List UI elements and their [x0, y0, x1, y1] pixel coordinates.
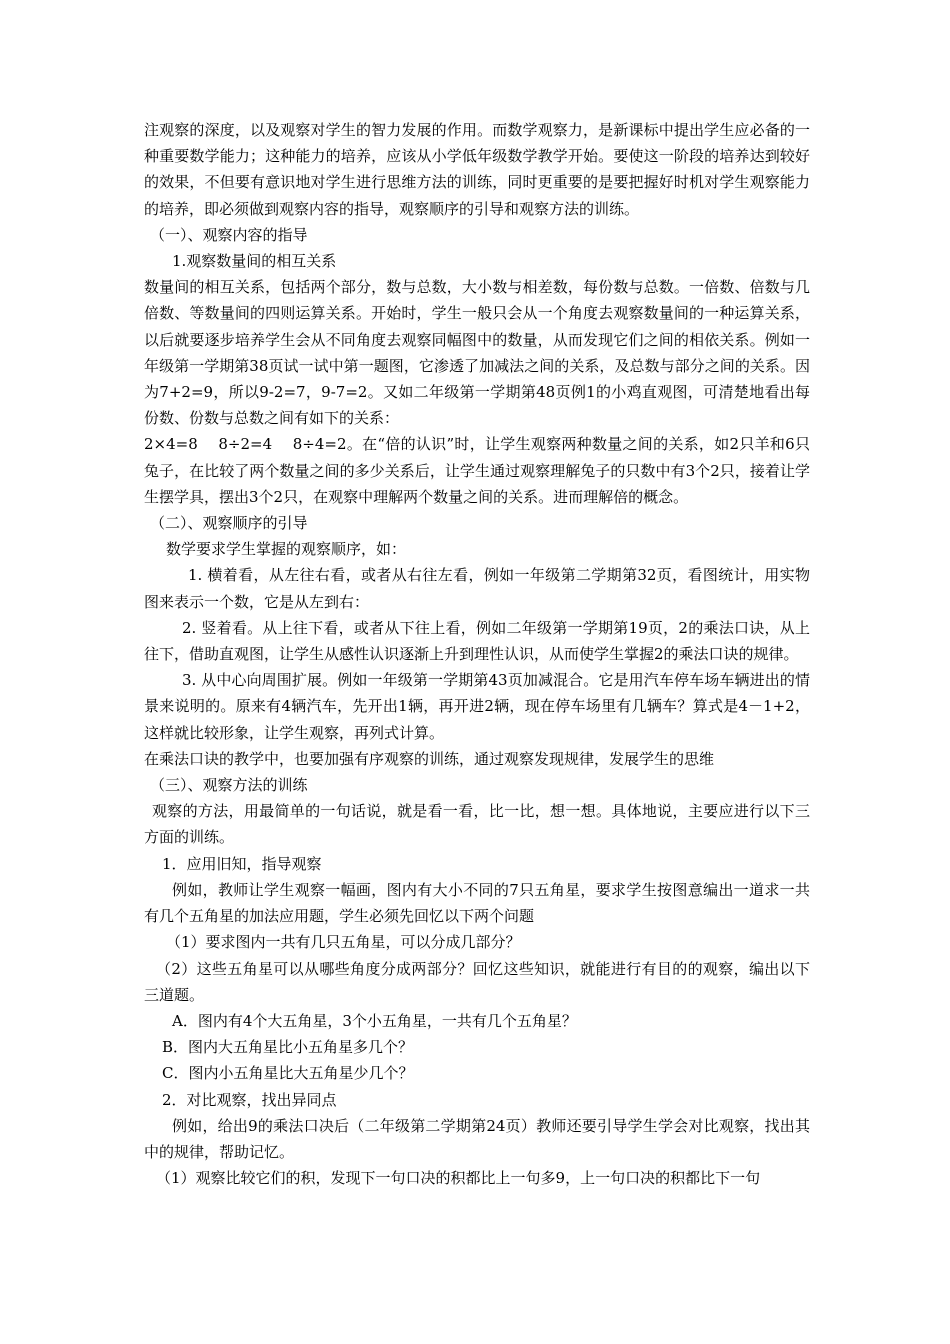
list-item-order-1: 1. 横着看，从左往右看，或者从右往左看，例如一年级第二学期第32页，看图统计，用实物图来表示一个数，它是从左到右： — [144, 566, 810, 611]
paragraph-nine-table-example: 例如，给出9的乘法口决后（二年级第二学期第24页）教师还要引导学生学会对比观察，找出其中的规律，帮助记忆。 — [144, 1116, 810, 1161]
paragraph-order-intro: 数学要求学生掌握的观察顺序，如： — [166, 540, 407, 559]
problem-b: B．图内大五角星比小五角星多几个？ — [162, 1038, 414, 1057]
subheading-3-1: 1．应用旧知，指导观察 — [162, 854, 322, 873]
problem-c: C．图内小五角星比大五角星少几个？ — [162, 1064, 414, 1083]
list-item-order-3: 3. 从中心向周围扩展。例如一年级第一学期第43页加减混合。它是用汽车停车场车辆进出的情景来说明的。原来有4辆汽车，先开出1辆，再开进2辆，现在停车场里有几辆车？算式是4－1+2，这样就比较形象，让学生观察，再列式计算。 — [144, 671, 810, 742]
subheading-3-2: 2．对比观察，找出异同点 — [162, 1090, 337, 1109]
paragraph-method-intro: 观察的方法，用最简单的一句话说，就是看一看，比一比，想一想。具体地说，主要应进行以下三方面的训练。 — [144, 802, 810, 847]
section-heading-1: （一）、观察内容的指导 — [150, 225, 308, 244]
question-2: （2）这些五角星可以从哪些角度分成两部分？回忆这些知识，就能进行有目的的观察，编出以下三道题。 — [144, 959, 810, 1004]
section-heading-3: （三）、观察方法的训练 — [150, 776, 308, 795]
paragraph-multiplication-teaching: 在乘法口诀的教学中，也要加强有序观察的训练，通过观察发现规律，发展学生的思维 — [144, 749, 715, 768]
paragraph-quantity-relations: 数量间的相互关系，包括两个部分，数与总数，大小数与相差数，每份数与总数。一倍数、倍数与几倍数、等数量间的四则运算关系。开始时，学生一般只会从一个角度去观察数量间的一种运算关系，以后就要逐步培养学生会从不同角度去观察同幅图中的数量，从而发现它们之间的相依关系。例如一年级第一学期第38页试一试中第一题图，它渗透了加减法之间的关系，及总数与部分之间的关系。因为7+2=9，所以9-2=7，9-7=2。又如二年级第一学期第48页例1的小鸡直观图，可清楚地看出每份数、份数与总数之间有如下的关系： — [144, 278, 810, 428]
subheading-1-1: 1.观察数量间的相互关系 — [172, 252, 337, 271]
problem-a: A．图内有4个大五角星，3个小五角星，一共有几个五角星？ — [172, 1011, 577, 1030]
list-item-order-2: 2. 竖着看。从上往下看，或者从下往上看，例如二年级第一学期第19页，2的乘法口诀，从上往下，借助直观图，让学生从感性认识逐渐上升到理性认识，从而使学生掌握2的乘法口诀的规律。 — [144, 618, 810, 664]
section-heading-2: （二）、观察顺序的引导 — [150, 514, 308, 533]
question-1: （1）要求图内一共有几只五角星，可以分成几部分？ — [166, 933, 521, 952]
paragraph-compare-products: （1）观察比较它们的积，发现下一句口决的积都比上一句多9，上一句口决的积都比下一句 — [156, 1169, 761, 1188]
paragraph-multiplication-example: 2×4=8 8÷2=4 8÷4=2。在“倍的认识”时，让学生观察两种数量之间的关系，如2只羊和6只兔子，在比较了两个数量之间的多少关系后，让学生通过观察理解兔子的只数中有3个2只，接着让学生摆学具，摆出3个2只，在观察中理解两个数量之间的关系。进而理解倍的概念。 — [144, 435, 810, 506]
paragraph-intro: 注观察的深度，以及观察对学生的智力发展的作用。而数学观察力，是新课标中提出学生应必备的一种重要数学能力；这种能力的培养，应该从小学低年级数学教学开始。要使这一阶段的培养达到较好的效果，不但要有意识地对学生进行思维方法的训练，同时更重要的是要把握好时机对学生观察能力的培养，即必须做到观察内容的指导，观察顺序的引导和观察方法的训练。 — [144, 121, 810, 218]
paragraph-star-example: 例如，教师让学生观察一幅画，图内有大小不同的7只五角星，要求学生按图意编出一道求一共有几个五角星的加法应用题，学生必须先回忆以下两个问题 — [144, 880, 810, 926]
document-body — [144, 117, 810, 1191]
